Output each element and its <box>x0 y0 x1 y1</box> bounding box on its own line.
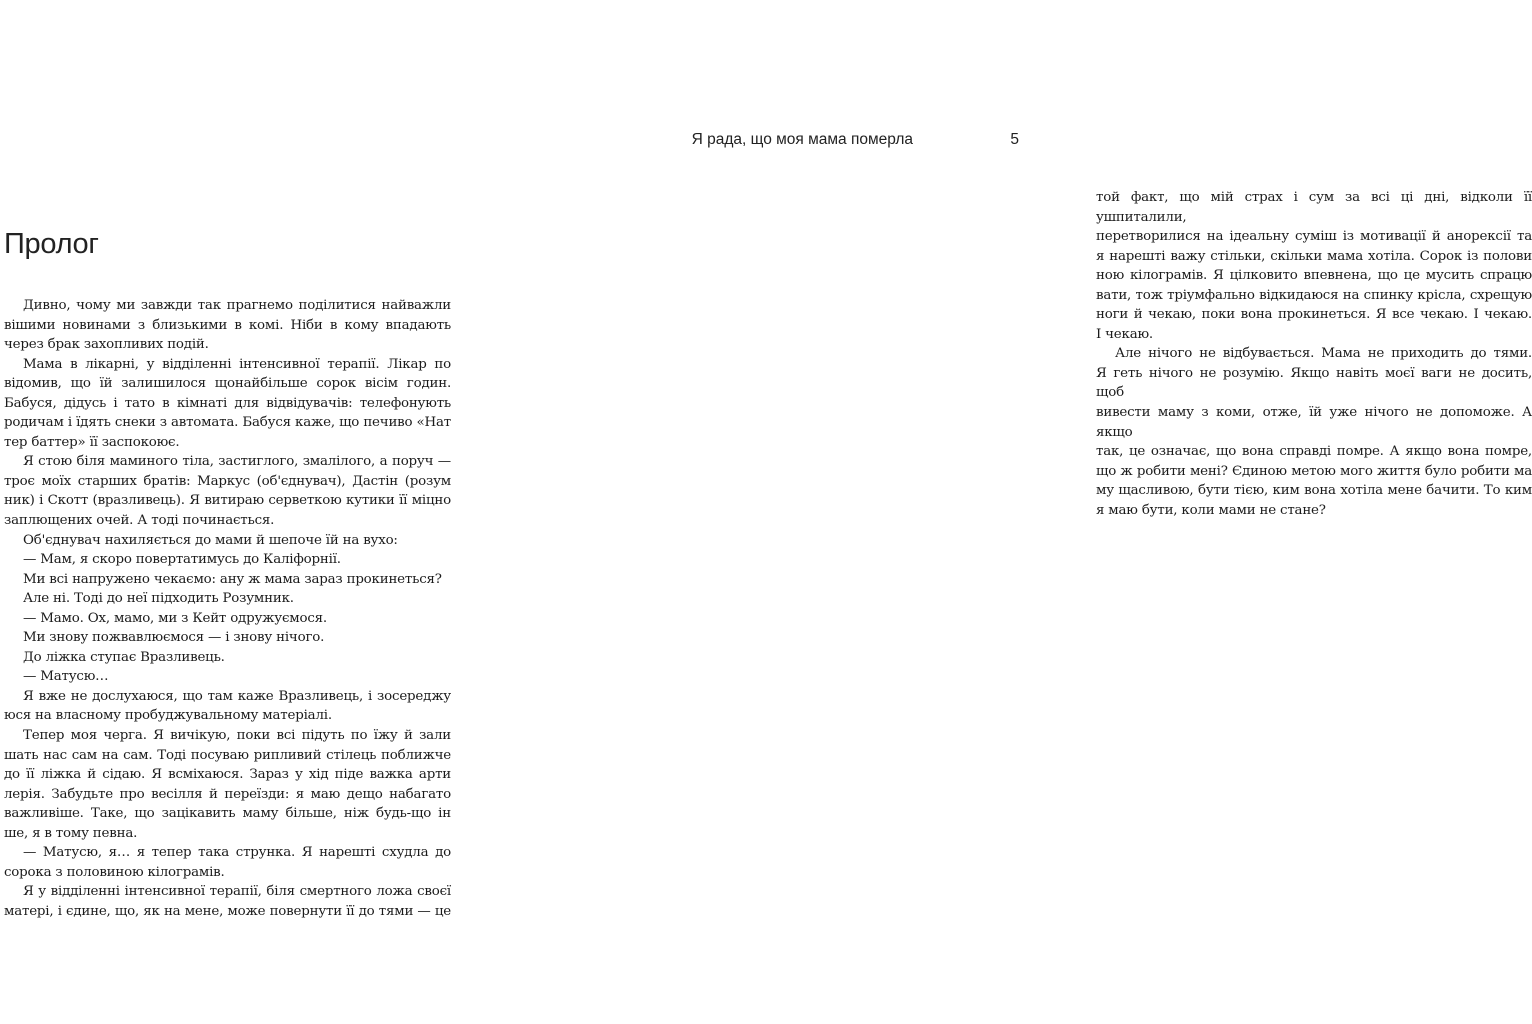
text-line: Ми знову пожвавлюємося — і знову нічого. <box>23 630 325 646</box>
text-line: — Матусю… <box>23 669 109 685</box>
running-header <box>512 131 1024 149</box>
text-line: Я вже не дослухаюся, що там каже Вразливець, і зосереджу <box>23 688 451 704</box>
text-line: троє моїх старших братів: Маркус (об'єднувач), Дастін (розум <box>4 473 451 489</box>
text-line: я нарешті важу стільки, скільки мама хотіла. Сорок із полови <box>1096 248 1532 264</box>
text-line: Дивно, чому ми завжди так прагнемо поділитися найважли <box>23 298 451 313</box>
text-line: Я у відділенні інтенсивної терапії, біля смертного ложа своєї <box>23 884 451 900</box>
text-line: Ми всі напружено чекаємо: ану ж мама зараз прокинеться? <box>23 571 442 587</box>
text-line: — Мам, я скоро повертатимусь до Каліфорнії. <box>23 552 341 568</box>
text-line: сорока з половиною кілограмів. <box>4 864 225 880</box>
text-line: Я геть нічого не розумію. Якщо навіть моєї ваги не досить, щоб <box>1096 365 1532 401</box>
text-line: я маю бути, коли мами не стане? <box>1096 502 1326 518</box>
text-line: що ж робити мені? Єдиною метою мого життя було робити ма <box>1096 463 1532 479</box>
running-title: Я рада, що моя мама померла <box>691 131 913 148</box>
text-line: — Мамо. Ох, мамо, ми з Кейт одружуємося. <box>23 610 327 626</box>
right-page <box>512 0 1532 1024</box>
text-line: тер баттер» її заспокоює. <box>4 434 180 450</box>
text-line: Я стою біля маминого тіла, застиглого, змалілого, а поруч — <box>23 454 451 470</box>
text-line: родичам і їдять снеки з автомата. Бабуся каже, що печиво «Нат <box>4 415 451 431</box>
text-line: вати, тож тріумфально відкидаюся на спинку крісла, схрещую <box>1096 287 1532 303</box>
left-page <box>0 0 512 1024</box>
text-line: ноги й чекаю, поки вона прокинеться. Я все чекаю. І чекаю. <box>1096 307 1532 323</box>
text-line: вішими новинами з близькими в комі. Ніби в кому впадають <box>4 317 451 333</box>
text-line: шать нас сам на сам. Тоді посуваю рипливий стілець поближче <box>4 747 451 763</box>
text-line: до її ліжка й сідаю. Я всміхаюся. Зараз у хід піде важка арти <box>4 767 451 783</box>
text-line: Але ні. Тоді до неї підходить Розумник. <box>23 591 294 607</box>
text-line: перетворилися на ідеальну суміш із мотивації й анорексії та <box>1096 229 1532 245</box>
text-line: той факт, що мій страх і сум за всі ці дні, відколи її ушпиталили, <box>1096 190 1532 225</box>
text-line: так, це означає, що вона справді помре. А якщо вона помре, <box>1096 444 1532 460</box>
text-line: важливіше. Таке, що зацікавить маму більше, ніж будь-що ін <box>4 806 451 822</box>
right-page-body <box>1096 188 1532 520</box>
text-line: вивести маму з коми, отже, їй уже нічого не допоможе. А якщо <box>1096 405 1532 440</box>
text-line: — Матусю, я… я тепер така струнка. Я нарешті схудла до <box>23 845 451 861</box>
text-line: матері, і єдине, що, як на мене, може повернути її до тями — це <box>4 903 451 919</box>
text-line: Мама в лікарні, у відділенні інтенсивної терапії. Лікар по <box>23 356 451 372</box>
text-line: му щасливою, бути тією, ким вона хотіла мене бачити. То ким <box>1096 483 1532 499</box>
text-line: Тепер моя черга. Я вичікую, поки всі підуть по їжу й зали <box>23 728 451 744</box>
text-line: заплющених очей. А тоді починається. <box>4 513 275 529</box>
text-line: До ліжка ступає Вразливець. <box>23 649 225 665</box>
text-line: лерія. Забудьте про весілля й переїзди: я маю дещо набагато <box>4 786 451 802</box>
text-line: ше, я в тому певна. <box>4 825 138 841</box>
text-line: ник) і Скотт (вразливець). Я витираю серветкою кутики її міцно <box>4 493 451 509</box>
left-page-body <box>4 296 451 922</box>
text-line: відомив, що їй залишилося щонайбільше сорок вісім годин. <box>4 376 451 392</box>
text-line: Бабуся, дідусь і тато в кімнаті для відвідувачів: телефонують <box>4 395 451 411</box>
text-line: юся на власному пробуджувальному матеріалі. <box>4 708 332 724</box>
text-line: Об'єднувач нахиляється до мами й шепоче їй на вухо: <box>23 532 398 548</box>
text-line: Але нічого не відбувається. Мама не приходить до тями. <box>1115 346 1532 362</box>
text-line: І чекаю. <box>1096 326 1153 342</box>
chapter-title: Пролог <box>4 228 99 260</box>
text-line: через брак захопливих подій. <box>4 337 209 353</box>
page-number: 5 <box>1010 131 1019 148</box>
text-line: ною кілограмів. Я цілковито впевнена, що це мусить спрацю <box>1096 268 1532 284</box>
